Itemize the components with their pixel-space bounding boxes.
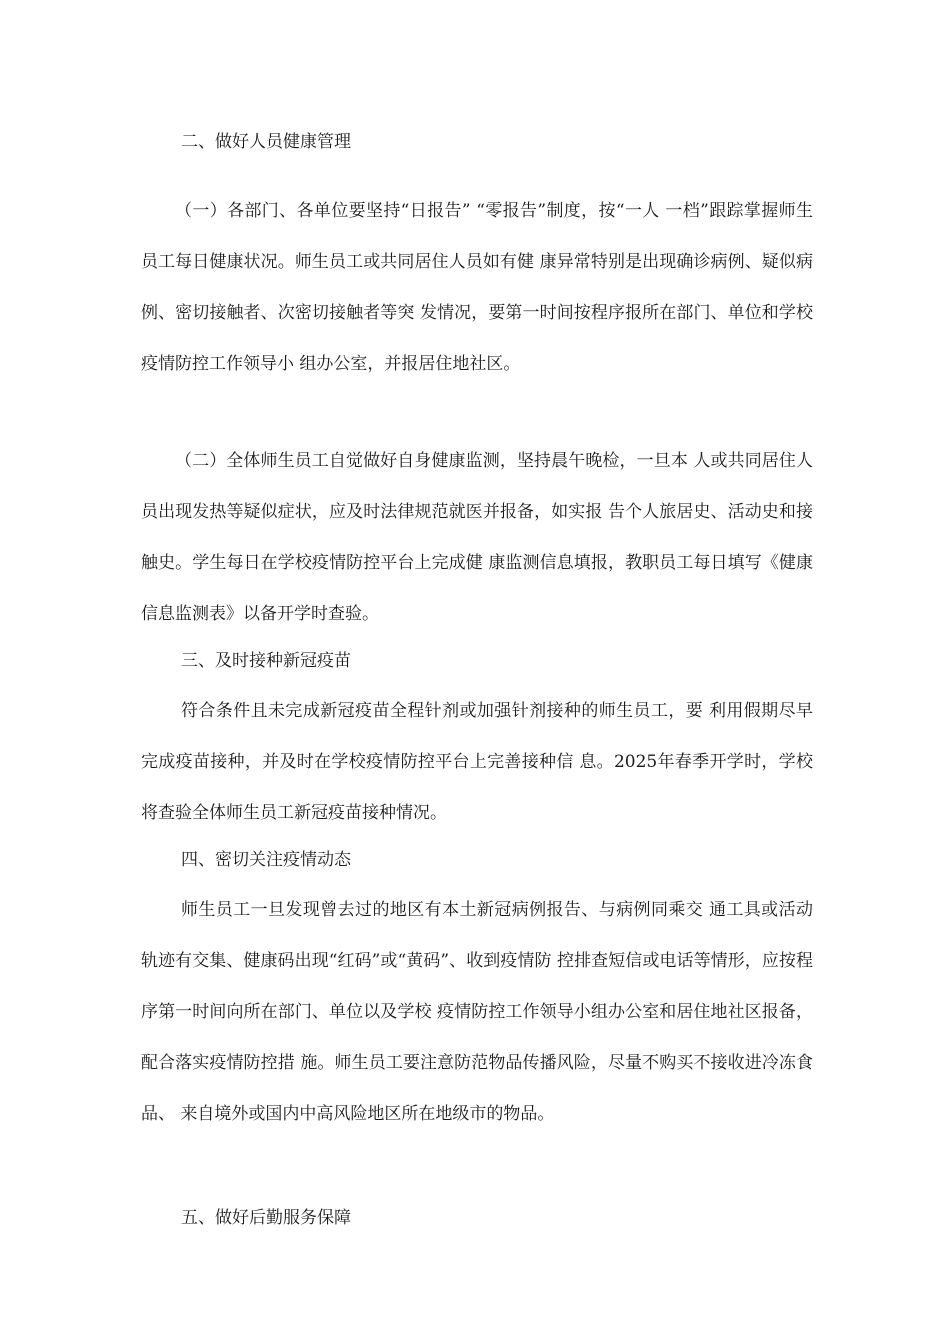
paragraph-3-1: 符合条件且未完成新冠疫苗全程针剂或加强针剂接种的师生员工，要 利用假期尽早完成疫苗接种，并及时在学校疫情防控平台上完善接种信 息。2025年春季开学时，学校将查验全体师生员工新冠疫苗接种情况。	[141, 701, 813, 823]
section-heading-2: 二、做好人员健康管理	[181, 132, 351, 152]
section-heading-4: 四、密切关注疫情动态	[181, 850, 351, 870]
section-heading-5: 五、做好后勤服务保障	[181, 1208, 351, 1228]
paragraph-2-2: （二）全体师生员工自觉做好自身健康监测，坚持晨午晚检，一旦本 人或共同居住人员出现发热等疑似症状，应及时法律规范就医并报备，如实报 告个人旅居史、活动史和接触史。学生每日在学校疫情防控平台上完成健 康监测信息填报，教职员工每日填写《健康信息监测表》以备开学时查验。	[141, 451, 813, 624]
paragraph-4-1: 师生员工一旦发现曾去过的地区有本土新冠病例报告、与病例同乘交 通工具或活动轨迹有交集、健康码出现“红码”或“黄码”、收到疫情防 控排查短信或电话等情形，应按程序第一时间向所在部门、单位以及学校 疫情防控工作领导小组办公室和居住地社区报备，配合落实疫情防控措 施。师生员工要注意防范物品传播风险，尽量不购买不接收进冷冻食品、 来自境外或国内中高风险地区所在地级市的物品。	[141, 900, 813, 1124]
paragraph-2-1: （一）各部门、各单位要坚持“日报告” “零报告”制度，按“一人 一档”跟踪掌握师生员工每日健康状况。师生员工或共同居住人员如有健 康异常特别是出现确诊病例、疑似病例、密切接触者、次密切接触者等突 发情况，要第一时间按程序报所在部门、单位和学校疫情防控工作领导小 组办公室，并报居住地社区。	[141, 201, 813, 374]
section-heading-3: 三、及时接种新冠疫苗	[181, 651, 351, 671]
